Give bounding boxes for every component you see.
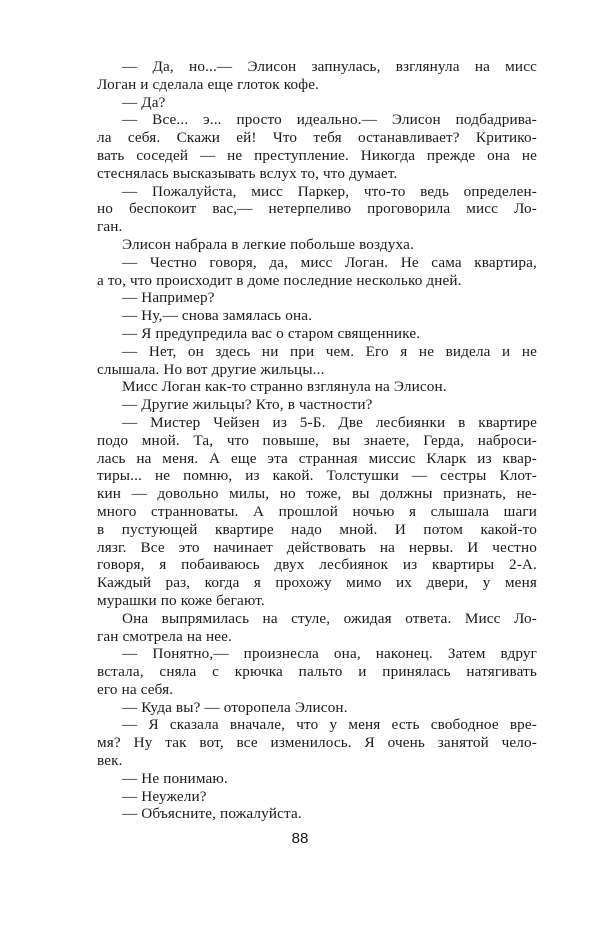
text-line: — Я предупредила вас о старом священнике. (122, 324, 421, 342)
text-line: — Все... э... просто идеально.— Элисон подбадрива- (122, 111, 537, 129)
text-line: Элисон набрала в легкие побольше воздуха. (122, 235, 414, 253)
text-line: ла себя. Скажи ей! Что тебя останавливает? Критико- (97, 129, 537, 147)
text-line: но беспокоит вас,— нетерпеливо проговорила мисс Ло- (97, 200, 537, 218)
text-line: ган смотрела на нее. (97, 627, 232, 645)
text-line: Она выпрямилась на стуле, ожидая ответа. Мисс Ло- (122, 609, 537, 627)
page-number: 88 (291, 830, 309, 847)
text-line: лязг. Все это начинает действовать на нервы. И честно (97, 538, 537, 556)
text-line: а то, что происходит в доме последние несколько дней. (97, 271, 462, 289)
text-line: — Пожалуйста, мисс Паркер, что-то ведь определен- (122, 182, 537, 200)
text-line: Каждый раз, когда я прохожу мимо их двери, у меня (97, 574, 537, 592)
text-line: говоря, я побаиваюсь двух лесбиянок из квартиры 2-А. (97, 556, 537, 574)
text-line: — Честно говоря, да, мисс Логан. Не сама квартира, (122, 253, 537, 271)
text-line: — Не понимаю. (122, 769, 228, 787)
text-line: — Мистер Чейзен из 5-Б. Две лесбиянки в квартире (122, 413, 537, 431)
text-line: стеснялась высказывать вслух то, что думает. (97, 164, 398, 182)
book-page-text (97, 58, 537, 823)
text-line: Мисс Логан как-то странно взглянула на Элисон. (122, 378, 447, 396)
text-line: кин — довольно милы, но тоже, вы должны признать, не- (97, 485, 537, 503)
text-line: — Другие жильцы? Кто, в частности? (122, 396, 373, 414)
text-line: век. (97, 752, 123, 770)
text-line: встала, сняла с крючка пальто и принялась натягивать (97, 663, 537, 681)
text-line: вать соседей — не преступление. Никогда прежде она не (97, 146, 537, 164)
text-line: подо мной. Та, что повыше, вы знаете, Герда, наброси- (97, 431, 537, 449)
text-line: мя? Ну так вот, все изменилось. Я очень занятой чело- (97, 734, 537, 752)
text-line: Логан и сделала еще глоток кофе. (97, 75, 320, 93)
text-line: — Объясните, пожалуйста. (122, 805, 302, 823)
text-line: — Ну,— снова замялась она. (122, 307, 313, 325)
text-line: — Например? (122, 289, 215, 307)
text-line: мурашки по коже бегают. (97, 591, 265, 609)
text-line: много странноваты. А прошлой ночью я слышала шаги (97, 502, 537, 520)
text-line: слышала. Но вот другие жильцы... (97, 360, 325, 378)
text-line: в пустующей квартире надо мной. И потом какой-то (97, 520, 537, 538)
text-line: — Куда вы? — оторопела Элисон. (122, 698, 348, 716)
text-line: — Я сказала вначале, что у меня есть свободное вре- (122, 716, 537, 734)
text-line: — Неужели? (122, 787, 207, 805)
text-line: — Понятно,— произнесла она, наконец. Затем вдруг (122, 645, 537, 663)
text-line: — Да? (122, 93, 166, 111)
text-line: — Нет, он здесь ни при чем. Его я не видела и не (122, 342, 537, 360)
text-line: — Да, но...— Элисон запнулась, взглянула на мисс (122, 58, 537, 75)
text-line: лась на меня. А еще эта странная миссис Кларк из квар- (97, 449, 537, 467)
text-line: ган. (97, 218, 123, 236)
text-line: его на себя. (97, 680, 174, 698)
text-line: тиры... не помню, из какой. Толстушки — сестры Клот- (97, 467, 537, 485)
